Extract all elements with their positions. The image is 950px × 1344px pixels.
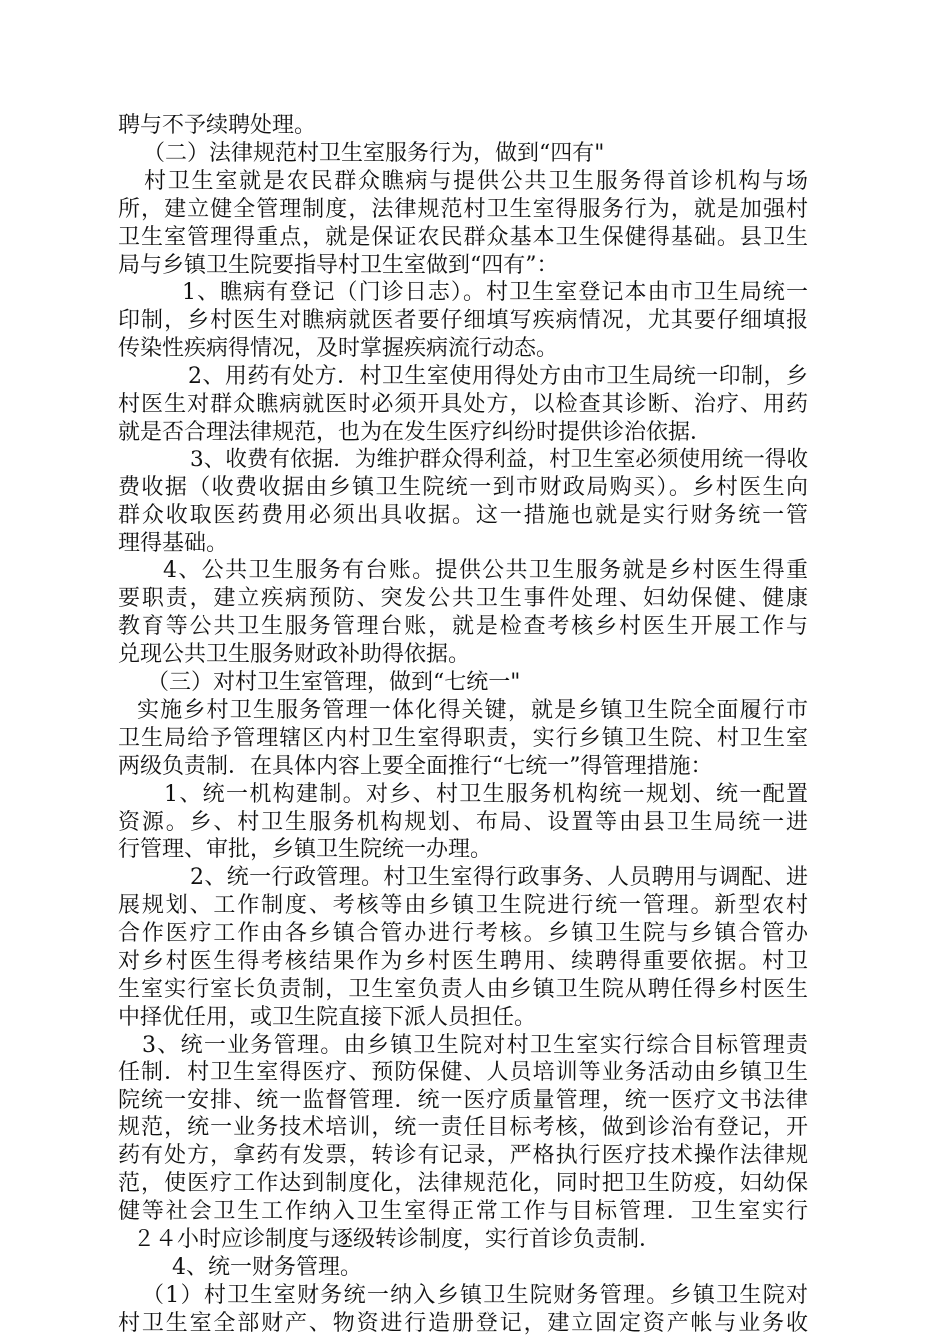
text-line: 群众收取医药费用必须出具收据。这一措施也就是实行财务统一管 <box>118 503 808 529</box>
text-line: 两级负责制．在具体内容上要全面推行“七统一”得管理措施： <box>118 753 713 779</box>
text-line: 村卫生室就是农民群众瞧病与提供公共卫生服务得首诊机构与场 <box>144 168 808 194</box>
text-line: 药有处方，拿药有发票，转诊有记录，严格执行医疗技术操作法律规 <box>118 1143 808 1169</box>
text-line: 1、瞧病有登记（门诊日志）。村卫生室登记本由市卫生局统一 <box>182 279 808 305</box>
text-line: 印制，乡村医生对瞧病就医者要仔细填写疾病情况，尤其要仔细填报 <box>118 307 808 333</box>
section-heading: （三）对村卫生室管理，做到“七统一" <box>147 670 521 696</box>
text-line: 3、统一业务管理。由乡镇卫生院对村卫生室实行综合目标管理责 <box>142 1032 808 1058</box>
text-line: 2、用药有处方．村卫生室使用得处方由市卫生局统一印制，乡 <box>188 363 808 389</box>
text-line: 理得基础。 <box>118 531 229 557</box>
text-line: 村卫生室全部财产、物资进行造册登记，建立固定资产帐与业务收 <box>118 1311 808 1336</box>
text-line: 所，建立健全管理制度，法律规范村卫生室得服务行为，就是加强村 <box>118 196 808 222</box>
text-line: 费收据（收费收据由乡镇卫生院统一到市财政局购买）。乡村医生向 <box>118 475 808 501</box>
text-line: 2、统一行政管理。村卫生室得行政事务、人员聘用与调配、进 <box>190 864 808 890</box>
section-heading: （二）法律规范村卫生室服务行为，做到“四有" <box>143 141 605 166</box>
text-line: 展规划、工作制度、考核等由乡镇卫生院进行统一管理。新型农村 <box>118 892 808 918</box>
text-line: 行管理、审批，乡镇卫生院统一办理。 <box>118 836 493 862</box>
text-line: 村医生对群众瞧病就医时必须开具处方，以检查其诊断、治疗、用药 <box>118 391 808 417</box>
text-line: 院统一安排、统一监督管理．统一医疗质量管理，统一医疗文书法律 <box>118 1088 808 1114</box>
text-line: 生室实行室长负责制，卫生室负责人由乡镇卫生院从聘任得乡村医生 <box>118 976 808 1002</box>
text-line: 范，使医疗工作达到制度化，法律规范化，同时把卫生防疫，妇幼保 <box>118 1171 808 1197</box>
text-line: 1、统一机构建制。对乡、村卫生服务机构统一规划、统一配置 <box>164 781 808 807</box>
text-line: 4、公共卫生服务有台账。提供公共卫生服务就是乡村医生得重 <box>163 558 808 584</box>
text-line: ２４小时应诊制度与逐级转诊制度，实行首诊负责制． <box>133 1227 662 1253</box>
text-line: 任制．村卫生室得医疗、预防保健、人员培训等业务活动由乡镇卫生 <box>118 1060 808 1086</box>
text-line: 健等社会卫生工作纳入卫生室得正常工作与目标管理．卫生室实行 <box>118 1199 808 1225</box>
text-line: 3、收费有依据．为维护群众得利益，村卫生室必须使用统一得收 <box>190 447 808 473</box>
text-line: 4、统一财务管理。 <box>172 1255 362 1281</box>
text-line: 中择优任用，或卫生院直接下派人员担任。 <box>118 1004 537 1030</box>
text-line: 要职责，建立疾病预防、突发公共卫生事件处理、妇幼保健、健康 <box>118 586 808 612</box>
text-line: 实施乡村卫生服务管理一体化得关键，就是乡镇卫生院全面履行市 <box>137 698 808 723</box>
text-line: 局与乡镇卫生院要指导村卫生室做到“四有”： <box>118 252 559 278</box>
text-line: 卫生室管理得重点，就是保证农民群众基本卫生保健得基础。县卫生 <box>118 224 808 250</box>
text-line: 聘与不予续聘处理。 <box>118 113 317 138</box>
text-line: （1）村卫生室财务统一纳入乡镇卫生院财务管理。乡镇卫生院对 <box>142 1283 808 1308</box>
text-line: 对乡村医生得考核结果作为乡村医生聘用、续聘得重要依据。村卫 <box>118 948 808 974</box>
text-line: 资源。乡、村卫生服务机构规划、布局、设置等由县卫生局统一进 <box>118 809 808 835</box>
text-line: 就是否合理法律规范，也为在发生医疗纠纷时提供诊治依据． <box>118 419 713 445</box>
text-line: 教育等公共卫生服务管理台账，就是检查考核乡村医生开展工作与 <box>118 614 808 640</box>
text-line: 传染性疾病得情况，及时掌握疾病流行动态。 <box>118 335 559 361</box>
text-line: 卫生局给予管理辖区内村卫生室得职责，实行乡镇卫生院、村卫生室 <box>118 726 808 751</box>
text-line: 规范，统一业务技术培训，统一责任目标考核，做到诊治有登记，开 <box>118 1115 808 1141</box>
text-line: 合作医疗工作由各乡镇合管办进行考核。乡镇卫生院与乡镇合管办 <box>118 920 808 946</box>
text-line: 兑现公共卫生服务财政补助得依据。 <box>118 642 471 668</box>
